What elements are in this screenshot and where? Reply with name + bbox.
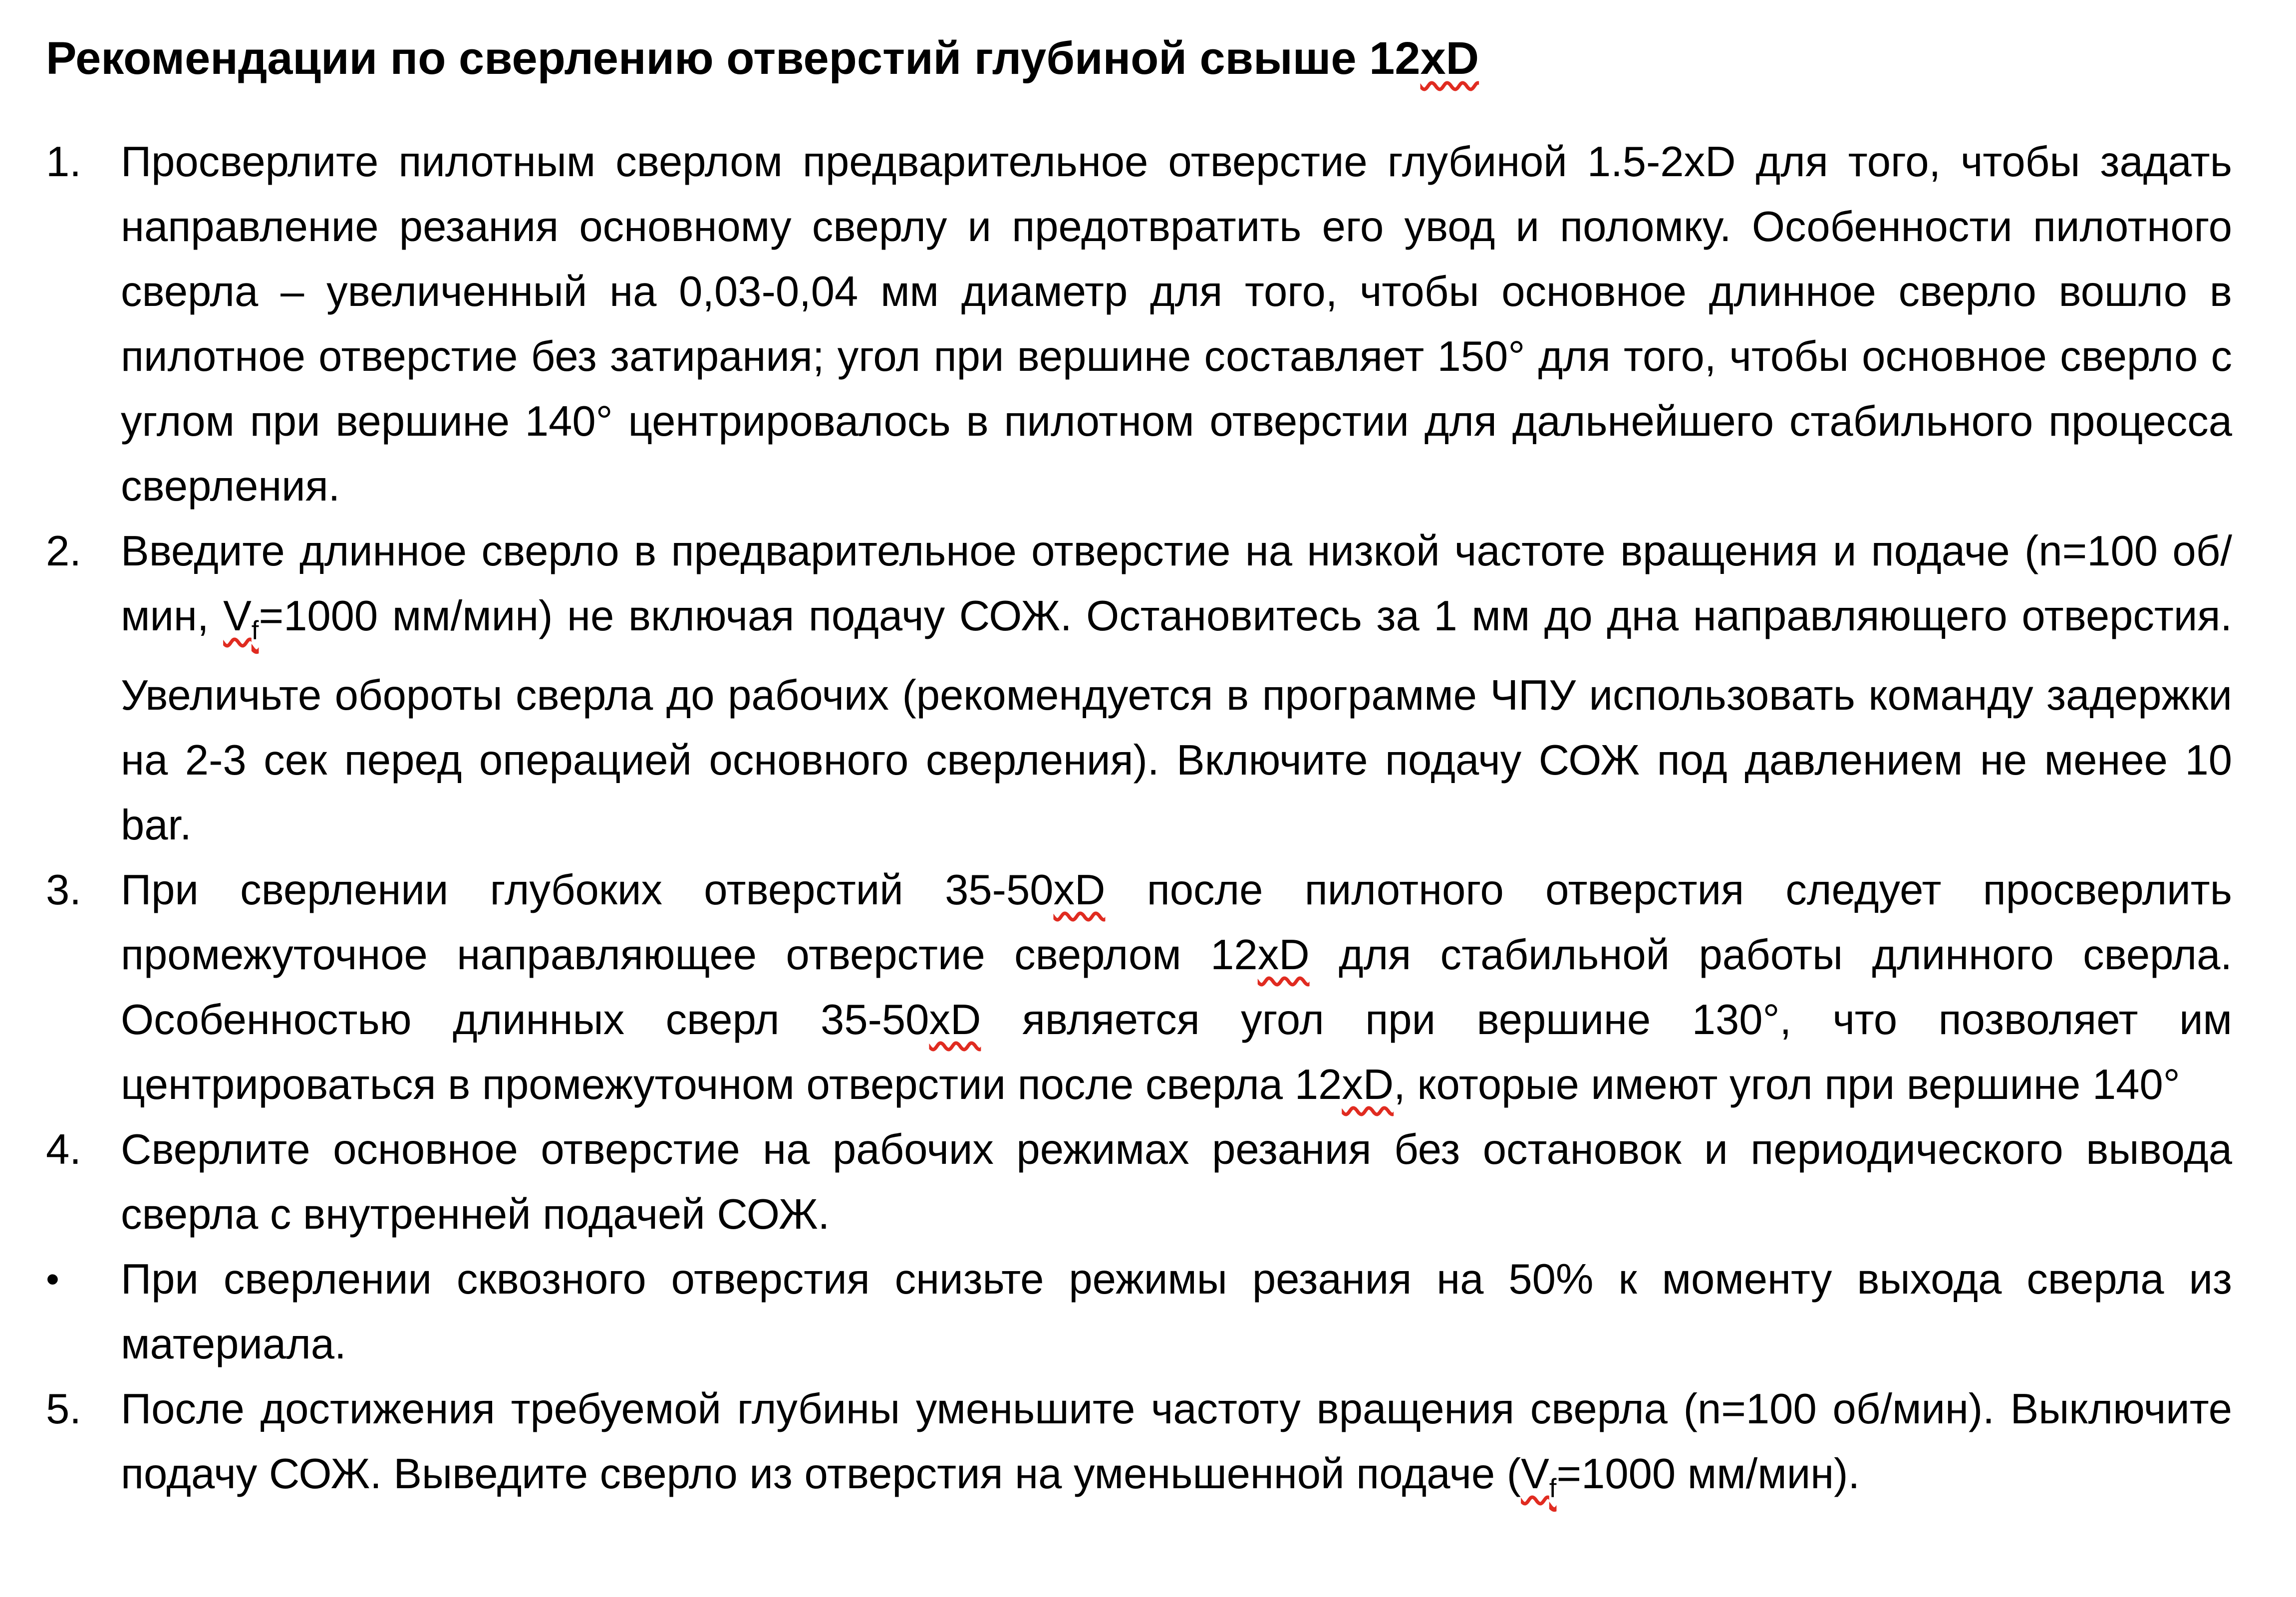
list-number-marker: 1. bbox=[46, 138, 81, 186]
list-number-marker: 4. bbox=[46, 1126, 81, 1173]
text-segment: , которые имеют угол при вершине 140° bbox=[1394, 1061, 2180, 1108]
list-item-text bbox=[121, 1256, 2232, 1368]
text-segment: после пилотного отверстия следует просверлить промежуточное направляющее отверстие сверлом 12 bbox=[121, 866, 2232, 979]
text-segment: После достижения требуемой глубины уменьшите частоту вращения сверла (n=100 об/мин). Выключите подачу СОЖ. Выведите сверло из отверстия на уменьшенной подаче ( bbox=[121, 1385, 2232, 1498]
list-item-text bbox=[121, 1385, 2232, 1503]
list-item bbox=[46, 1377, 2232, 1521]
list-bullet-marker: • bbox=[46, 1258, 59, 1301]
list-item-text bbox=[121, 138, 2232, 510]
spellcheck-flagged-text: xD bbox=[1342, 1061, 1394, 1108]
document-title bbox=[46, 26, 2232, 91]
spellcheck-flagged-text: xD bbox=[929, 996, 981, 1044]
list-number-marker: 3. bbox=[46, 866, 81, 914]
text-segment: является угол при вершине 130°, что позволяет им центрироваться в промежуточном отверстии после сверла 12 bbox=[121, 996, 2232, 1108]
list-item bbox=[46, 858, 2232, 1117]
spellcheck-flagged-text: V bbox=[223, 592, 252, 640]
text-segment: При сверлении глубоких отверстий 35-50 bbox=[121, 866, 1054, 914]
list-item-text bbox=[121, 528, 2232, 849]
text-segment: для стабильной работы длинного сверла. Особенностью длинных сверл 35-50 bbox=[121, 931, 2232, 1044]
list-number-marker: 2. bbox=[46, 528, 81, 575]
spellcheck-flagged-text: xD bbox=[1257, 931, 1310, 979]
list-item-text bbox=[121, 1126, 2232, 1238]
list-item bbox=[46, 130, 2232, 519]
spellcheck-flagged-text: xD bbox=[1420, 33, 1479, 84]
text-segment: Просверлите пилотным сверлом предварительное отверстие глубиной 1.5-2xD для того, чтобы задать направление резания основному сверлу и предотвратить его увод и поломку. Особенности пилотного сверла – увеличенный на 0,03-0,04 мм диаметр для того, чтобы основное длинное сверло вошло в пилотное отверстие без затирания; угол при вершине составляет 150° для того, чтобы основное сверло с углом при вершине 140° центрировалось в пилотном отверстии для дальнейшего стабильного процесса сверления. bbox=[121, 138, 2232, 510]
list-item bbox=[46, 519, 2232, 858]
text-segment: Введите длинное сверло в предварительное отверстие на низкой частоте вращения и подаче (n=100 об/мин, bbox=[121, 528, 2232, 640]
spellcheck-flagged-text: xD bbox=[1053, 866, 1106, 914]
text-segment: =1000 мм/мин). bbox=[1556, 1450, 1860, 1498]
list-item bbox=[46, 1247, 2232, 1377]
text-segment: При сверлении сквозного отверстия снизьте режимы резания на 50% к моменту выхода сверла из материала. bbox=[121, 1256, 2232, 1368]
spellcheck-flagged-text: V bbox=[1521, 1450, 1549, 1498]
spellcheck-flagged-text: f bbox=[251, 616, 259, 645]
spellcheck-flagged-text: f bbox=[1549, 1474, 1557, 1503]
recommendations-list bbox=[46, 130, 2232, 1521]
text-segment: Сверлите основное отверстие на рабочих режимах резания без остановок и периодического вывода сверла с внутренней подачей СОЖ. bbox=[121, 1126, 2232, 1238]
list-item bbox=[46, 1117, 2232, 1247]
text-segment: =1000 мм/мин) не включая подачу СОЖ. Остановитесь за 1 мм до дна направляющего отверстия. Увеличьте обороты сверла до рабочих (рекомендуется в программе ЧПУ использовать команду задержки на 2-3 сек перед операцией основного сверления). Включите подачу СОЖ под давлением не менее 10 bar. bbox=[121, 592, 2232, 849]
text-segment: Рекомендации по сверлению отверстий глубиной свыше 12 bbox=[46, 33, 1421, 84]
list-number-marker: 5. bbox=[46, 1385, 81, 1433]
list-item-text bbox=[121, 866, 2232, 1108]
